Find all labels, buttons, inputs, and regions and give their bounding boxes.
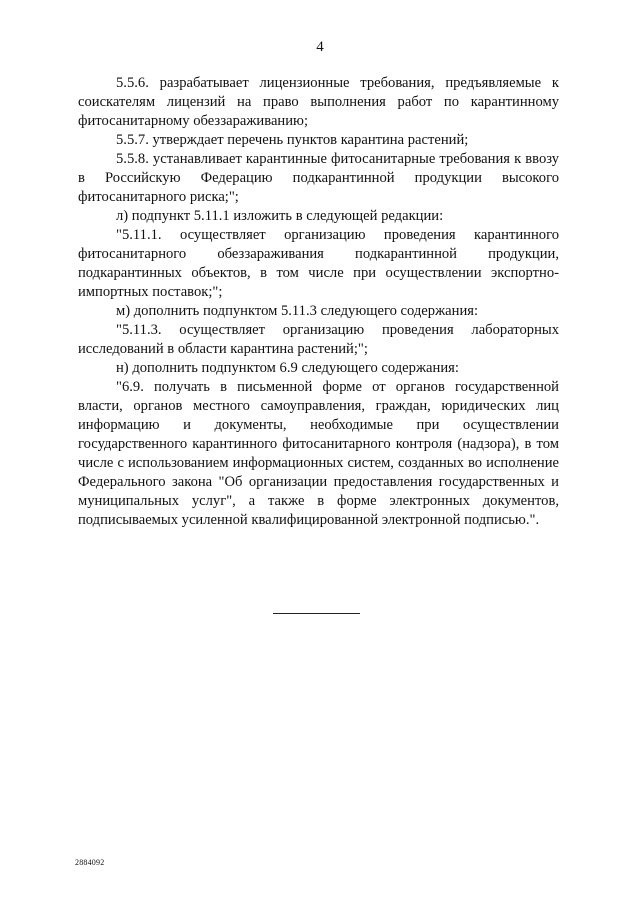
paragraph-5-5-8: 5.5.8. устанавливает карантинные фитосанитарные требования к ввозу в Российскую Федерацию подкарантинной продукции высокого фитосанитарного риска;"; <box>78 151 559 205</box>
paragraph-6-9: "6.9. получать в письменной форме от органов государственной власти, органов местного самоуправления, граждан, юридических лиц информацию и документы, необходимые при осуществлении государственного карантинного фитосанитарного контроля (надзора), в том числе с использованием информационных систем, созданных во исполнение Федерального закона "Об организации предоставления государственных и муниципальных услуг", а также в форме электронных документов, подписываемых усиленной квалифицированной электронной подписью.". <box>78 379 559 528</box>
paragraph-5-11-3: "5.11.3. осуществляет организацию проведения лабораторных исследований в области карантина растений;"; <box>78 322 559 357</box>
end-divider <box>273 613 360 614</box>
paragraph-5-5-7: 5.5.7. утверждает перечень пунктов карантина растений; <box>116 132 469 148</box>
document-code: 2884092 <box>75 858 105 867</box>
paragraph-5-11-1: "5.11.1. осуществляет организацию проведения карантинного фитосанитарного обеззараживания подкарантинной продукции, подкарантинных объектов, в том числе при осуществлении экспортно-импортных поставок;"; <box>78 227 559 300</box>
paragraph-item-n: н) дополнить подпунктом 6.9 следующего содержания: <box>116 360 459 376</box>
paragraph-item-l: л) подпункт 5.11.1 изложить в следующей редакции: <box>116 208 444 224</box>
document-body <box>78 74 559 530</box>
paragraph-5-5-6: 5.5.6. разрабатывает лицензионные требования, предъявляемые к соискателям лицензий на право выполнения работ по карантинному фитосанитарному обеззараживанию; <box>78 75 559 129</box>
paragraph-item-m: м) дополнить подпунктом 5.11.3 следующего содержания: <box>116 303 479 319</box>
page-number: 4 <box>316 39 324 55</box>
